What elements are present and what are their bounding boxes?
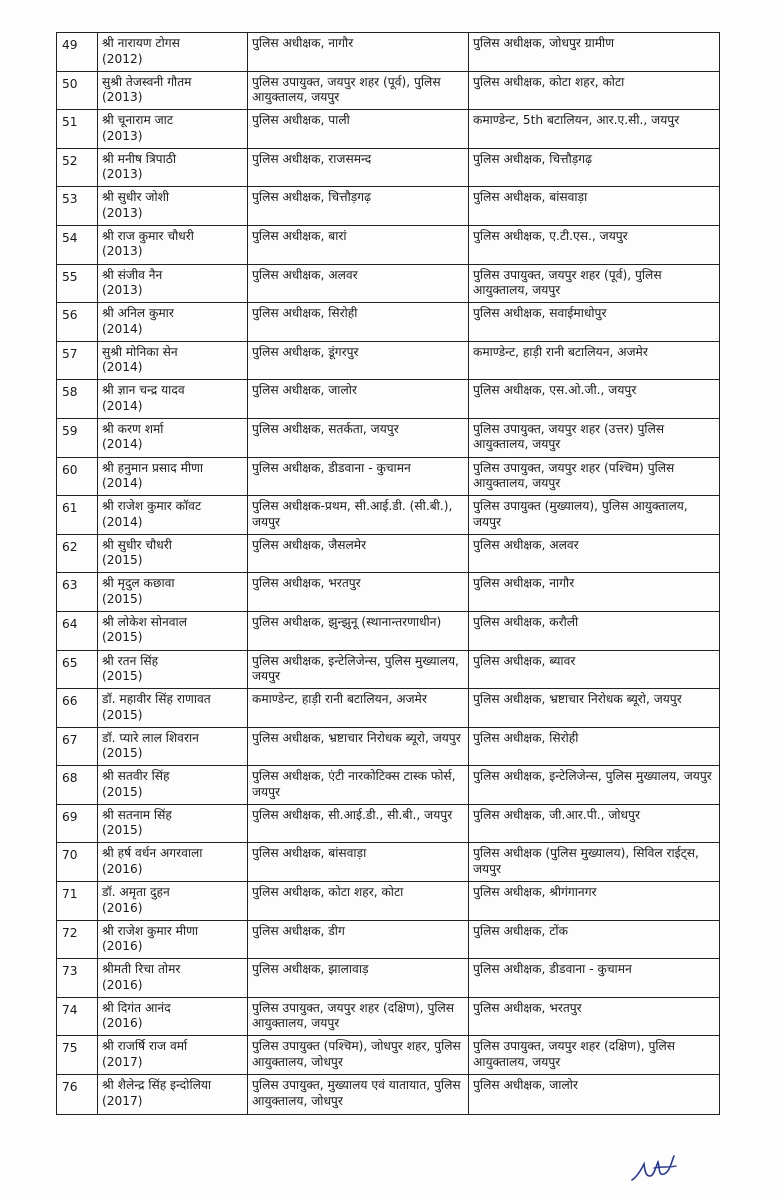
serial-number: 62 [57,535,98,573]
table-row [57,419,719,458]
batch-year: (2016) [102,900,143,915]
officer-name: श्री हनुमान प्रसाद मीणा [102,460,204,475]
serial-number: 74 [57,998,98,1036]
new-posting: पुलिस अधीक्षक, श्रीगंगानगर [473,885,597,900]
current-posting: पुलिस अधीक्षक-प्रथम, सी.आई.डी. (सी.बी.), जयपुर [248,496,469,534]
officer-cell [98,612,248,650]
batch-year: (2017) [102,1054,143,1069]
batch-year: (2016) [102,861,143,876]
new-posting: पुलिस अधीक्षक, बांसवाड़ा [473,190,588,205]
serial-number: 59 [57,419,98,457]
serial-number: 70 [57,843,98,881]
table-row [57,380,719,419]
current-posting: पुलिस अधीक्षक, सी.आई.डी., सी.बी., जयपुर [248,805,469,843]
officer-cell [98,1075,248,1114]
current-posting: कमाण्डेन्ट, हाड़ी रानी बटालियन, अजमेर [248,689,469,727]
serial-number: 72 [57,921,98,959]
current-posting: पुलिस अधीक्षक, सिरोही [248,303,469,341]
officer-cell [98,342,248,380]
table-row [57,303,719,342]
new-posting: पुलिस अधीक्षक, डीडवाना - कुचामन [473,962,632,977]
officer-cell [98,187,248,225]
new-posting: पुलिस अधीक्षक (पुलिस मुख्यालय), सिविल राईट्स, जयपुर [473,846,699,876]
officer-cell [98,959,248,997]
current-posting: पुलिस अधीक्षक, भ्रष्टाचार निरोधक ब्यूरो, जयपुर [248,728,469,766]
table-row [57,612,719,651]
serial-number: 58 [57,380,98,418]
new-posting: कमाण्डेन्ट, हाड़ी रानी बटालियन, अजमेर [473,344,648,359]
officer-name: श्री अनिल कुमार [102,306,174,321]
officer-cell [98,496,248,534]
batch-year: (2016) [102,977,143,992]
new-posting: पुलिस उपायुक्त, जयपुर शहर (पश्चिम) पुलिस आयुक्तालय, जयपुर [473,460,675,491]
officer-name: श्री शैलेन्द्र सिंह इन्दोलिया [102,1078,212,1093]
batch-year: (2015) [102,630,143,645]
officer-name: श्री राज कुमार चौधरी [102,228,194,243]
new-posting: पुलिस अधीक्षक, करौली [473,614,579,629]
new-posting: पुलिस अधीक्षक, नागौर [473,576,575,591]
current-posting: पुलिस उपायुक्त, मुख्यालय एवं यातायात, पुलिस आयुक्तालय, जोधपुर [248,1075,469,1114]
serial-number: 67 [57,728,98,766]
officer-name: श्री हर्ष वर्धन अगरवाला [102,846,203,861]
current-posting: पुलिस अधीक्षक, नागौर [248,33,469,71]
new-posting: पुलिस अधीक्षक, जालोर [473,1078,578,1093]
table-row [57,998,719,1037]
officer-cell [98,728,248,766]
current-posting: पुलिस अधीक्षक, पाली [248,110,469,148]
serial-number: 57 [57,342,98,380]
table-row [57,265,719,304]
batch-year: (2014) [102,476,143,491]
serial-number: 52 [57,149,98,187]
table-row [57,921,719,960]
current-posting: पुलिस अधीक्षक, सतर्कता, जयपुर [248,419,469,457]
serial-number: 64 [57,612,98,650]
table-row [57,1075,719,1114]
officer-cell [98,265,248,303]
table-row [57,535,719,574]
table-row [57,226,719,265]
batch-year: (2013) [102,167,143,182]
officer-cell [98,651,248,689]
batch-year: (2013) [102,283,143,298]
table-row [57,33,719,72]
officer-cell [98,535,248,573]
batch-year: (2012) [102,51,143,66]
transfer-table [56,32,720,1115]
new-posting: पुलिस अधीक्षक, चित्तौड़गढ़ [473,151,592,166]
table-row [57,651,719,690]
serial-number: 65 [57,651,98,689]
new-posting: पुलिस अधीक्षक, टोंक [473,923,568,938]
officer-name: श्री लोकेश सोनवाल [102,614,187,629]
officer-name: श्री सुधीर जोशी [102,190,170,205]
batch-year: (2015) [102,669,143,683]
new-posting: पुलिस अधीक्षक, सिरोही [473,730,579,745]
new-posting: पुलिस उपायुक्त, जयपुर शहर (पूर्व), पुलिस आयुक्तालय, जयपुर [473,267,662,298]
new-posting: पुलिस उपायुक्त, जयपुर शहर (उत्तर) पुलिस आयुक्तालय, जयपुर [473,421,665,452]
current-posting: पुलिस अधीक्षक, भरतपुर [248,573,469,611]
new-posting: पुलिस उपायुक्त (मुख्यालय), पुलिस आयुक्तालय, जयपुर [473,499,688,529]
serial-number: 56 [57,303,98,341]
officer-name: डॉ. प्यारे लाल शिवरान [102,730,199,745]
batch-year: (2014) [102,360,143,375]
current-posting: पुलिस अधीक्षक, डूंगरपुर [248,342,469,380]
current-posting: पुलिस अधीक्षक, इन्टेलिजेन्स, पुलिस मुख्यालय, जयपुर [248,651,469,689]
officer-cell [98,882,248,920]
table-row [57,805,719,844]
table-row [57,959,719,998]
officer-cell [98,303,248,341]
officer-name: श्री राजर्षि राज वर्मा [102,1039,188,1054]
officer-name: श्री चूनाराम जाट [102,113,173,128]
batch-year: (2013) [102,90,143,105]
officer-name: श्री मनीष त्रिपाठी [102,151,176,166]
serial-number: 54 [57,226,98,264]
new-posting: कमाण्डेन्ट, 5th बटालियन, आर.ए.सी., जयपुर [473,113,680,128]
current-posting: पुलिस अधीक्षक, कोटा शहर, कोटा [248,882,469,920]
table-row [57,187,719,226]
officer-cell [98,573,248,611]
new-posting: पुलिस अधीक्षक, जी.आर.पी., जोधपुर [473,807,640,822]
officer-cell [98,998,248,1036]
current-posting: पुलिस अधीक्षक, बांसवाड़ा [248,843,469,881]
serial-number: 75 [57,1036,98,1074]
new-posting: पुलिस अधीक्षक, कोटा शहर, कोटा [473,74,625,89]
current-posting: पुलिस अधीक्षक, झालावाड़ [248,959,469,997]
officer-name: श्री सुधीर चौधरी [102,537,172,552]
table-row [57,728,719,767]
officer-name: श्री संजीव नैन [102,267,163,282]
officer-cell [98,149,248,187]
table-row [57,843,719,882]
table-row [57,882,719,921]
signature-mark [628,1146,688,1186]
officer-name: श्री दिगंत आनंद [102,1000,171,1015]
batch-year: (2015) [102,784,143,799]
officer-cell [98,843,248,881]
table-row [57,766,719,805]
current-posting: पुलिस अधीक्षक, जैसलमेर [248,535,469,573]
serial-number: 69 [57,805,98,843]
new-posting: पुलिस अधीक्षक, ए.टी.एस., जयपुर [473,228,628,243]
new-posting: पुलिस अधीक्षक, भरतपुर [473,1000,582,1015]
table-row [57,458,719,497]
officer-name: श्री नारायण टोगस [102,36,180,50]
officer-cell [98,689,248,727]
serial-number: 51 [57,110,98,148]
batch-year: (2015) [102,823,143,838]
serial-number: 68 [57,766,98,804]
new-posting: पुलिस अधीक्षक, जोधपुर ग्रामीण [473,36,615,50]
serial-number: 55 [57,265,98,303]
current-posting: पुलिस अधीक्षक, राजसमन्द [248,149,469,187]
new-posting: पुलिस अधीक्षक, एस.ओ.जी., जयपुर [473,383,637,398]
serial-number: 73 [57,959,98,997]
table-row [57,72,719,111]
table-row [57,573,719,612]
serial-number: 49 [57,33,98,71]
table-row [57,149,719,188]
officer-name: श्रीमती रिचा तोमर [102,962,181,977]
officer-cell [98,33,248,71]
table-row [57,1036,719,1075]
officer-cell [98,419,248,457]
current-posting: पुलिस अधीक्षक, एंटी नारकोटिक्स टास्क फोर्स, जयपुर [248,766,469,804]
batch-year: (2015) [102,746,143,761]
batch-year: (2014) [102,398,143,413]
officer-name: डॉ. अमृता दुहन [102,885,170,900]
officer-cell [98,226,248,264]
officer-name: श्री ज्ञान चन्द्र यादव [102,383,185,398]
table-row [57,496,719,535]
officer-name: श्री सतवीर सिंह [102,769,170,784]
officer-cell [98,766,248,804]
batch-year: (2015) [102,553,143,568]
serial-number: 60 [57,458,98,496]
officer-cell [98,110,248,148]
current-posting: पुलिस अधीक्षक, झुन्झुनू (स्थानान्तरणाधीन) [248,612,469,650]
batch-year: (2016) [102,1016,143,1031]
new-posting: पुलिस अधीक्षक, इन्टेलिजेन्स, पुलिस मुख्यालय, जयपुर [473,769,712,784]
batch-year: (2013) [102,244,143,259]
batch-year: (2013) [102,205,143,220]
officer-name: श्री रतन सिंह [102,653,159,668]
batch-year: (2014) [102,437,143,452]
current-posting: पुलिस उपायुक्त, जयपुर शहर (दक्षिण), पुलिस आयुक्तालय, जयपुर [248,998,469,1036]
new-posting: पुलिस अधीक्षक, सवाईमाधोपुर [473,306,607,321]
batch-year: (2013) [102,128,143,143]
officer-name: श्री करण शर्मा [102,421,164,436]
officer-cell [98,72,248,110]
officer-name: श्री मृदुल कछावा [102,576,175,591]
serial-number: 63 [57,573,98,611]
current-posting: पुलिस अधीक्षक, चित्तौड़गढ़ [248,187,469,225]
table-row [57,689,719,728]
new-posting: पुलिस अधीक्षक, अलवर [473,537,579,552]
serial-number: 50 [57,72,98,110]
batch-year: (2017) [102,1093,143,1108]
current-posting: पुलिस अधीक्षक, डीडवाना - कुचामन [248,458,469,496]
current-posting: पुलिस अधीक्षक, जालोर [248,380,469,418]
batch-year: (2015) [102,591,143,606]
new-posting: पुलिस उपायुक्त, जयपुर शहर (दक्षिण), पुलिस आयुक्तालय, जयपुर [473,1039,676,1069]
new-posting: पुलिस अधीक्षक, ब्यावर [473,653,576,668]
officer-name: श्री राजेश कुमार मीणा [102,923,199,938]
officer-cell [98,805,248,843]
table-row [57,110,719,149]
officer-name: डॉ. महावीर सिंह राणावत [102,692,211,707]
officer-cell [98,921,248,959]
current-posting: पुलिस अधीक्षक, बारां [248,226,469,264]
batch-year: (2014) [102,514,143,529]
table-row [57,342,719,381]
serial-number: 76 [57,1075,98,1114]
batch-year: (2016) [102,939,143,954]
current-posting: पुलिस अधीक्षक, अलवर [248,265,469,303]
new-posting: पुलिस अधीक्षक, भ्रष्टाचार निरोधक ब्यूरो, जयपुर [473,692,682,707]
batch-year: (2015) [102,707,143,722]
batch-year: (2014) [102,321,143,336]
serial-number: 53 [57,187,98,225]
officer-name: श्री राजेश कुमार कॉवट [102,499,202,514]
officer-cell [98,1036,248,1074]
current-posting: पुलिस अधीक्षक, डीग [248,921,469,959]
serial-number: 61 [57,496,98,534]
officer-cell [98,380,248,418]
officer-name: श्री सतनाम सिंह [102,807,172,822]
officer-cell [98,458,248,496]
serial-number: 71 [57,882,98,920]
serial-number: 66 [57,689,98,727]
current-posting: पुलिस उपायुक्त (पश्चिम), जोधपुर शहर, पुलिस आयुक्तालय, जोधपुर [248,1036,469,1074]
officer-name: सुश्री मोनिका सेन [102,344,178,359]
current-posting: पुलिस उपायुक्त, जयपुर शहर (पूर्व), पुलिस आयुक्तालय, जयपुर [248,72,469,110]
officer-name: सुश्री तेजस्वनी गौतम [102,74,192,89]
